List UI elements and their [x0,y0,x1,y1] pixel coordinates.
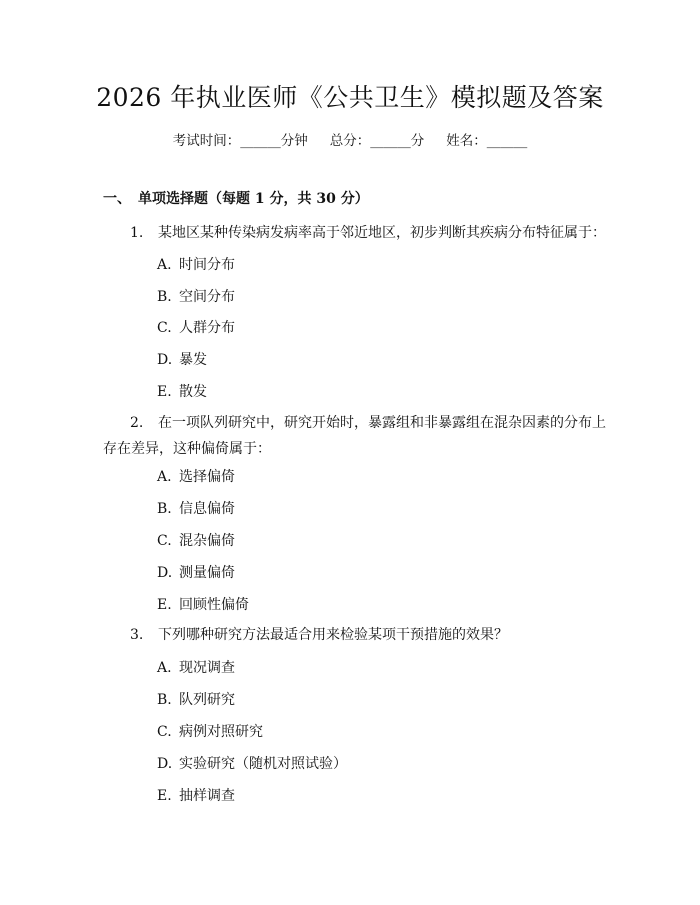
question-2-option-d [157,562,235,584]
option-text: 回顾性偏倚 [179,597,249,613]
option-text: 实验研究（随机对照试验） [179,756,347,772]
option-letter: A. [157,257,172,273]
question-3-option-a [157,657,235,679]
option-letter: A. [157,469,172,485]
question-3-option-c [157,721,263,743]
page-title: 2026 年执业医师《公共卫生》模拟题及答案 [96,83,604,112]
option-text: 病例对照研究 [179,724,263,740]
option-letter: B. [157,501,172,517]
question-3-option-b [157,689,235,711]
option-text: 人群分布 [179,320,235,336]
question-1-option-a [157,254,235,276]
option-letter: D. [157,565,173,581]
option-letter: E. [157,384,172,400]
option-letter: C. [157,724,172,740]
question-2-option-a [157,466,235,488]
option-text: 现况调查 [179,660,235,676]
name-field: 姓名：______ [446,133,528,149]
question-text: 某地区某种传染病发病率高于邻近地区，初步判断其疾病分布特征属于： [158,225,606,241]
question-3 [130,622,508,648]
option-letter: B. [157,692,172,708]
question-2-option-e [157,594,249,616]
question-1-option-b [157,286,235,308]
option-text: 时间分布 [179,257,235,273]
question-2 [103,410,606,462]
question-text-line-2: 存在差异，这种偏倚属于： [103,441,271,457]
option-text: 信息偏倚 [179,501,235,517]
question-text-line-1: 在一项队列研究中，研究开始时，暴露组和非暴露组在混杂因素的分布上 [158,415,606,431]
section-title: 单项选择题（每题 1 分，共 30 分） [138,191,369,207]
section-heading [103,188,369,210]
question-number: 3. [130,627,144,643]
question-1-option-e [157,381,207,403]
section-number: 一、 [103,191,131,207]
option-letter: A. [157,660,172,676]
exam-info-line [0,130,700,152]
question-3-option-d [157,753,347,775]
question-2-option-c [157,530,235,552]
question-text: 下列哪种研究方法最适合用来检验某项干预措施的效果？ [158,627,508,643]
option-text: 抽样调查 [179,788,235,804]
question-2-option-b [157,498,235,520]
question-3-option-e [157,785,235,807]
option-text: 队列研究 [179,692,235,708]
question-1-option-c [157,317,235,339]
option-letter: E. [157,597,172,613]
question-number: 2. [130,415,144,431]
question-1-option-d [157,349,207,371]
total-score-field: 总分：______分 [329,133,425,149]
option-letter: C. [157,533,172,549]
option-letter: D. [157,756,173,772]
option-letter: B. [157,289,172,305]
question-1 [130,220,606,246]
option-text: 散发 [179,384,207,400]
option-text: 选择偏倚 [179,469,235,485]
option-letter: E. [157,788,172,804]
option-letter: D. [157,352,173,368]
option-text: 暴发 [179,352,207,368]
exam-time-field: 考试时间：______分钟 [172,133,308,149]
option-text: 测量偏倚 [179,565,235,581]
question-number: 1. [130,225,144,241]
option-text: 混杂偏倚 [179,533,235,549]
option-text: 空间分布 [179,289,235,305]
option-letter: C. [157,320,172,336]
